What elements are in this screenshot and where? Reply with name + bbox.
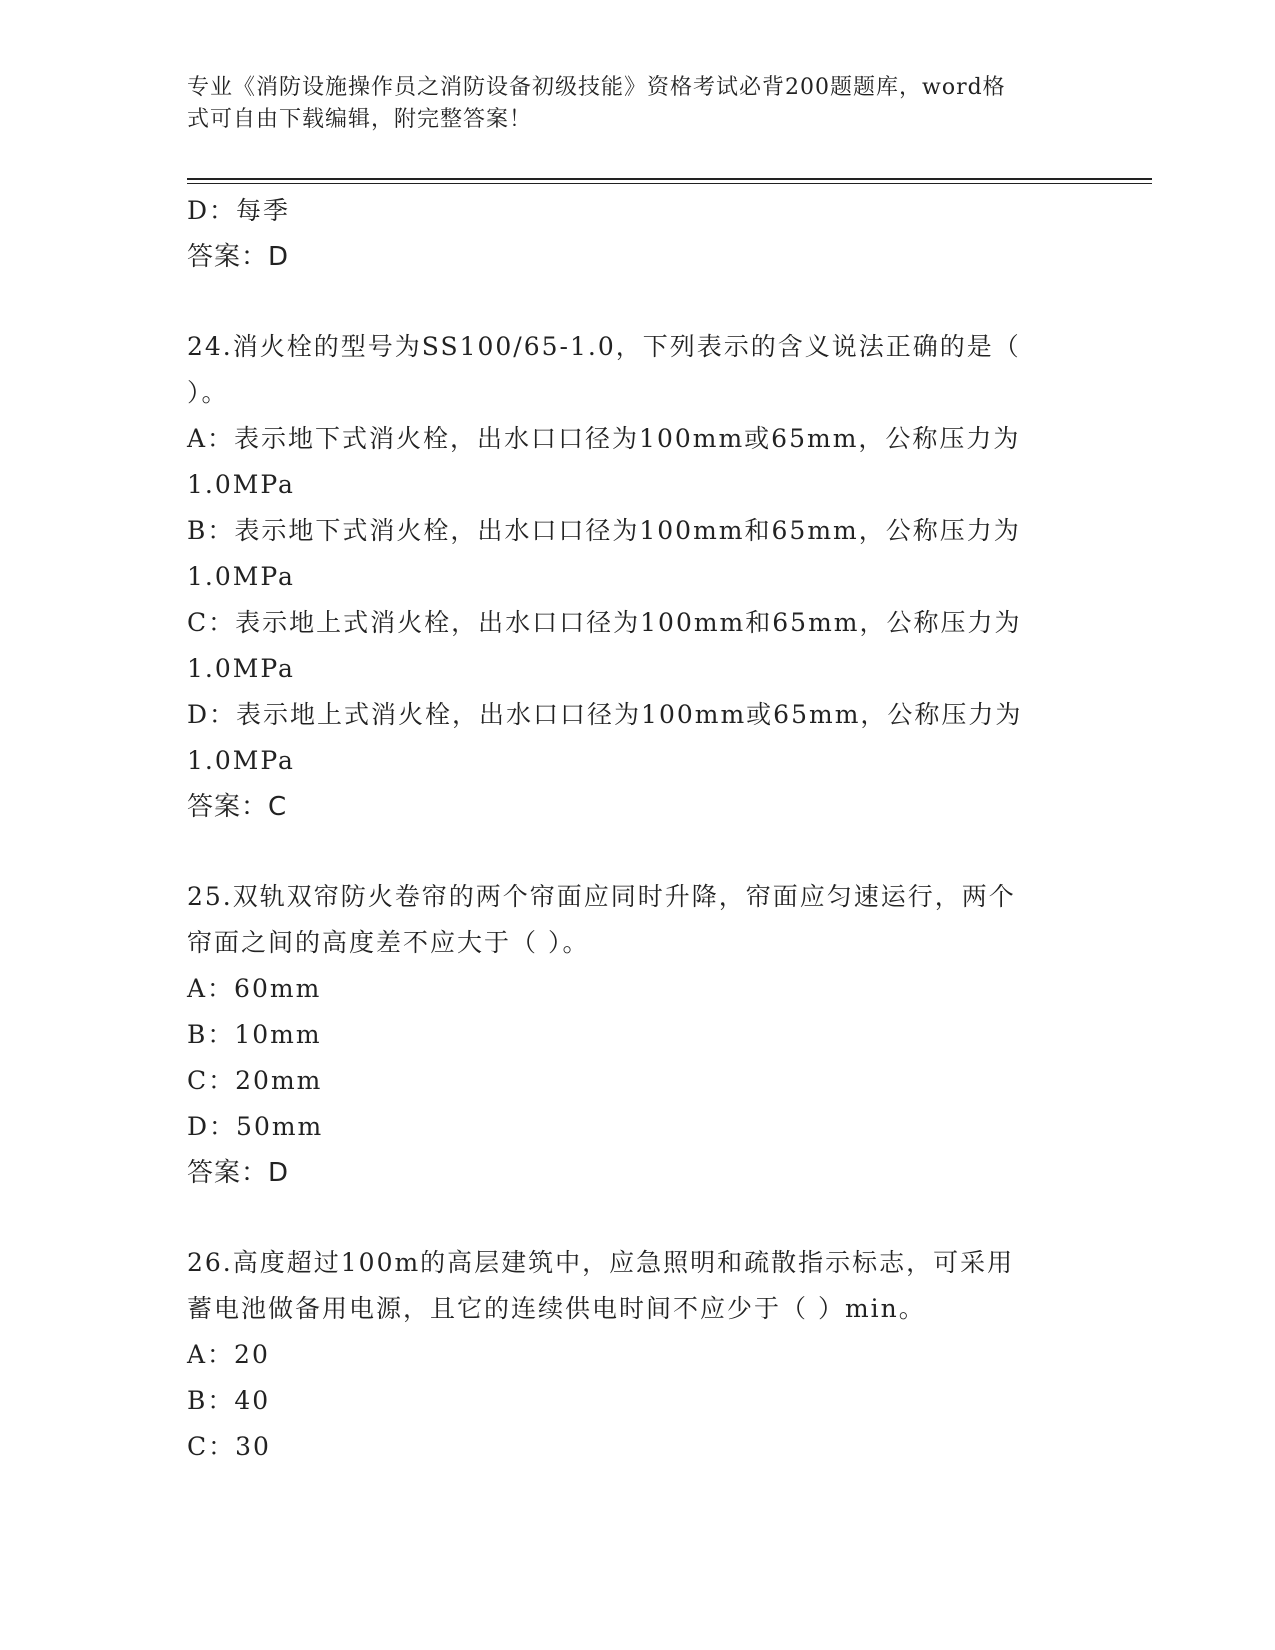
option-c: C：20mm	[187, 1066, 323, 1095]
question-stem: 25.双轨双帘防火卷帘的两个帘面应同时升降，帘面应匀速运行，两个	[187, 882, 1016, 911]
option-a: A：20	[187, 1340, 270, 1369]
option-a: A：60mm	[187, 974, 322, 1003]
option-b: B：40	[187, 1386, 271, 1415]
question-stem-cont: 蓄电池做备用电源，且它的连续供电时间不应少于（ ）min。	[187, 1294, 926, 1323]
document-body	[187, 188, 1087, 1470]
spacer	[187, 280, 1087, 324]
option-b: B：表示地下式消火栓，出水口口径为100mm和65mm，公称压力为	[187, 516, 1021, 545]
header-line-2: 式可自由下载编辑，附完整答案！	[187, 107, 533, 132]
option-c: C：30	[187, 1432, 271, 1461]
option-c: C：表示地上式消火栓，出水口口径为100mm和65mm，公称压力为	[187, 608, 1022, 637]
option-d-cont: 1.0MPa	[187, 746, 295, 775]
answer-line: 答案：D	[187, 1158, 290, 1188]
option-b: B：10mm	[187, 1020, 322, 1049]
question-stem-cont: 帘面之间的高度差不应大于（ ）。	[187, 928, 590, 957]
spacer	[187, 830, 1087, 874]
option-c-cont: 1.0MPa	[187, 654, 295, 683]
answer-line: 答案：D	[187, 242, 290, 272]
question-25	[187, 874, 1087, 1196]
question-24	[187, 324, 1087, 830]
header-rule-thin	[187, 183, 1152, 184]
previous-question-tail	[187, 188, 1087, 280]
header-rule-thick	[187, 178, 1152, 180]
question-stem-cont: ）。	[187, 378, 229, 407]
option-b-cont: 1.0MPa	[187, 562, 295, 591]
question-stem: 26.高度超过100m的高层建筑中，应急照明和疏散指示标志，可采用	[187, 1248, 1015, 1277]
spacer	[187, 1196, 1087, 1240]
option-d: D：每季	[187, 196, 291, 225]
option-d: D：表示地上式消火栓，出水口口径为100mm或65mm，公称压力为	[187, 700, 1023, 729]
option-d: D：50mm	[187, 1112, 324, 1141]
question-stem: 24.消火栓的型号为SS100/65-1.0，下列表示的含义说法正确的是（	[187, 332, 1021, 361]
answer-line: 答案：C	[187, 792, 288, 822]
option-a-cont: 1.0MPa	[187, 470, 295, 499]
option-a: A：表示地下式消火栓，出水口口径为100mm或65mm，公称压力为	[187, 424, 1021, 453]
header-line-1: 专业《消防设施操作员之消防设备初级技能》资格考试必背200题题库，word格	[187, 75, 1006, 100]
document-header	[187, 72, 1087, 136]
question-26	[187, 1240, 1087, 1470]
